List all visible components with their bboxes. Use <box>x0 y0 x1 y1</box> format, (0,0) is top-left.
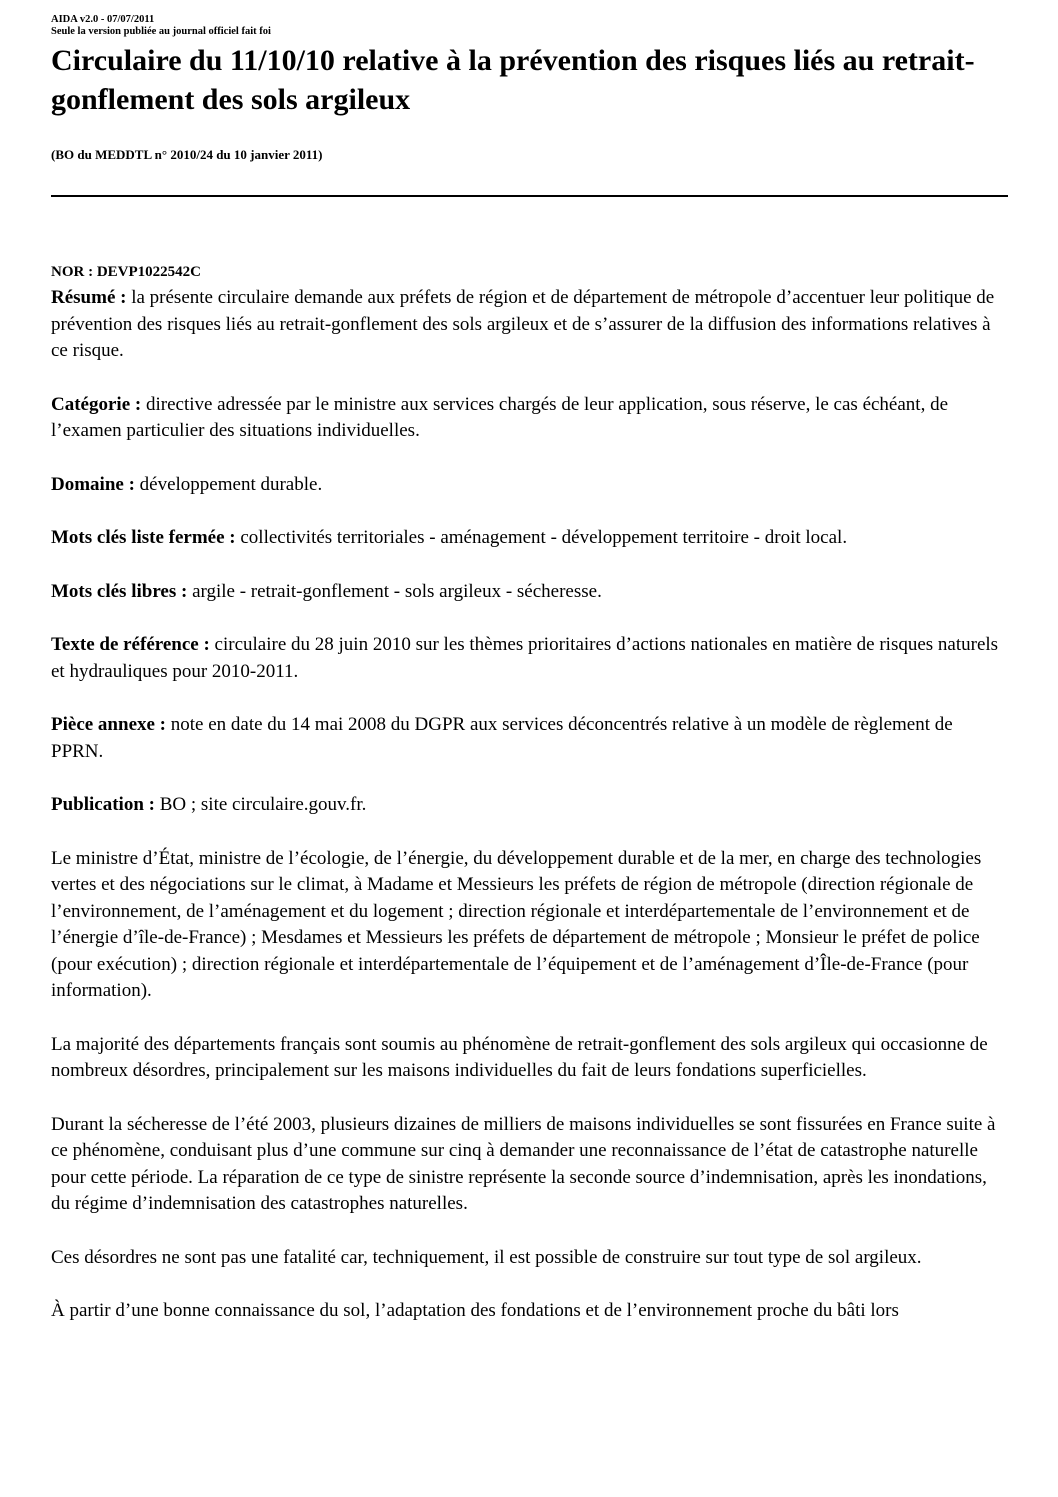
field-label: Résumé : <box>51 287 127 308</box>
field-value: circulaire du 28 juin 2010 sur les thèmes prioritaires d’actions nationales en matière de risques naturels et hydrauliques pour 2010-2011. <box>51 634 999 682</box>
field-value: directive adressée par le ministre aux services chargés de leur application, sous réserve, le cas échéant, de l’examen particulier des situations individuelles. <box>51 393 949 441</box>
field-label: Mots clés liste fermée : <box>51 527 236 548</box>
field-label: Domaine : <box>51 473 135 495</box>
field-value: la présente circulaire demande aux préfets de région et de département de métropole d’accentuer leur politique de prévention des risques liés au retrait-gonflement des sols argileux et de s’assurer de la diffusion des informations relatives à ce risque. <box>51 287 995 361</box>
nor-reference: NOR : DEVP1022542C <box>51 264 201 280</box>
field-value: argile - retrait-gonflement - sols argileux - sécheresse. <box>187 580 602 602</box>
field-label: Texte de référence : <box>51 634 210 655</box>
body-paragraph-addressees: Le ministre d’État, ministre de l’écologie, de l’énergie, du développement durable et de la mer, en charge des technologies vertes et des négociations sur le climat, à Madame et Messieurs les préfets de région de métropole (direction régionale de l’environnement, de l’aménagement et du logement ; direction régionale et interdépartementale de l’environnement et de l’énergie d’île-de-France) ; Mesdames et Messieurs les préfets de département de métropole ; Monsieur le préfet de police (pour exécution) ; direction régionale et interdépartementale de l’équipement et de l’aménagement d’Île-de-France (pour information). <box>51 847 982 1001</box>
field-value: collectivités territoriales - aménagement - développement territoire - droit local. <box>235 527 848 548</box>
field-resume <box>51 285 1008 365</box>
field-label: Mots clés libres : <box>51 580 188 602</box>
bo-reference: (BO du MEDDTL n° 2010/24 du 10 janvier 2011) <box>51 147 323 162</box>
version-header: AIDA v2.0 - 07/07/2011 <box>51 14 155 25</box>
field-texte-de-reference <box>51 632 1008 685</box>
header-divider <box>51 195 1008 197</box>
body-paragraph: À partir d’une bonne connaissance du sol, l’adaptation des fondations et de l’environnement proche du bâti lors <box>51 1300 899 1321</box>
official-notice: Seule la version publiée au journal officiel fait foi <box>51 26 271 37</box>
body-paragraph: La majorité des départements français sont soumis au phénomène de retrait-gonflement des sols argileux qui occasionne de nombreux désordres, principalement sur les maisons individuelles du fait de leurs fondations superficielles. <box>51 1033 988 1081</box>
field-mots-cles-libres <box>51 579 1008 606</box>
document-page <box>51 14 1008 1321</box>
document-body <box>51 259 1008 1352</box>
field-publication <box>51 792 1008 819</box>
document-title: Circulaire du 11/10/10 relative à la prévention des risques liés au retrait-gonflement des sols argileux <box>51 44 975 116</box>
field-label: Pièce annexe : <box>51 714 167 735</box>
field-piece-annexe <box>51 712 1008 765</box>
field-label: Publication : <box>51 794 155 815</box>
field-value: note en date du 14 mai 2008 du DGPR aux services déconcentrés relative à un modèle de règlement de PPRN. <box>51 714 953 762</box>
field-label: Catégorie : <box>51 393 142 415</box>
body-paragraph: Ces désordres ne sont pas une fatalité car, techniquement, il est possible de construire sur tout type de sol argileux. <box>51 1246 922 1268</box>
field-categorie <box>51 392 1008 445</box>
body-paragraph: Durant la sécheresse de l’été 2003, plusieurs dizaines de milliers de maisons individuelles se sont fissurées en France suite à ce phénomène, conduisant plus d’une commune sur cinq à demander une reconnaissance de l’état de catastrophe naturelle pour cette période. La réparation de ce type de sinistre représente la seconde source d’indemnisation, après les inondations, du régime d’indemnisation des catastrophes naturelles. <box>51 1113 996 1214</box>
field-value: développement durable. <box>134 473 323 495</box>
field-value: BO ; site circulaire.gouv.fr. <box>154 794 367 815</box>
field-mots-cles-liste-fermee <box>51 525 1008 552</box>
field-domaine <box>51 472 1008 499</box>
